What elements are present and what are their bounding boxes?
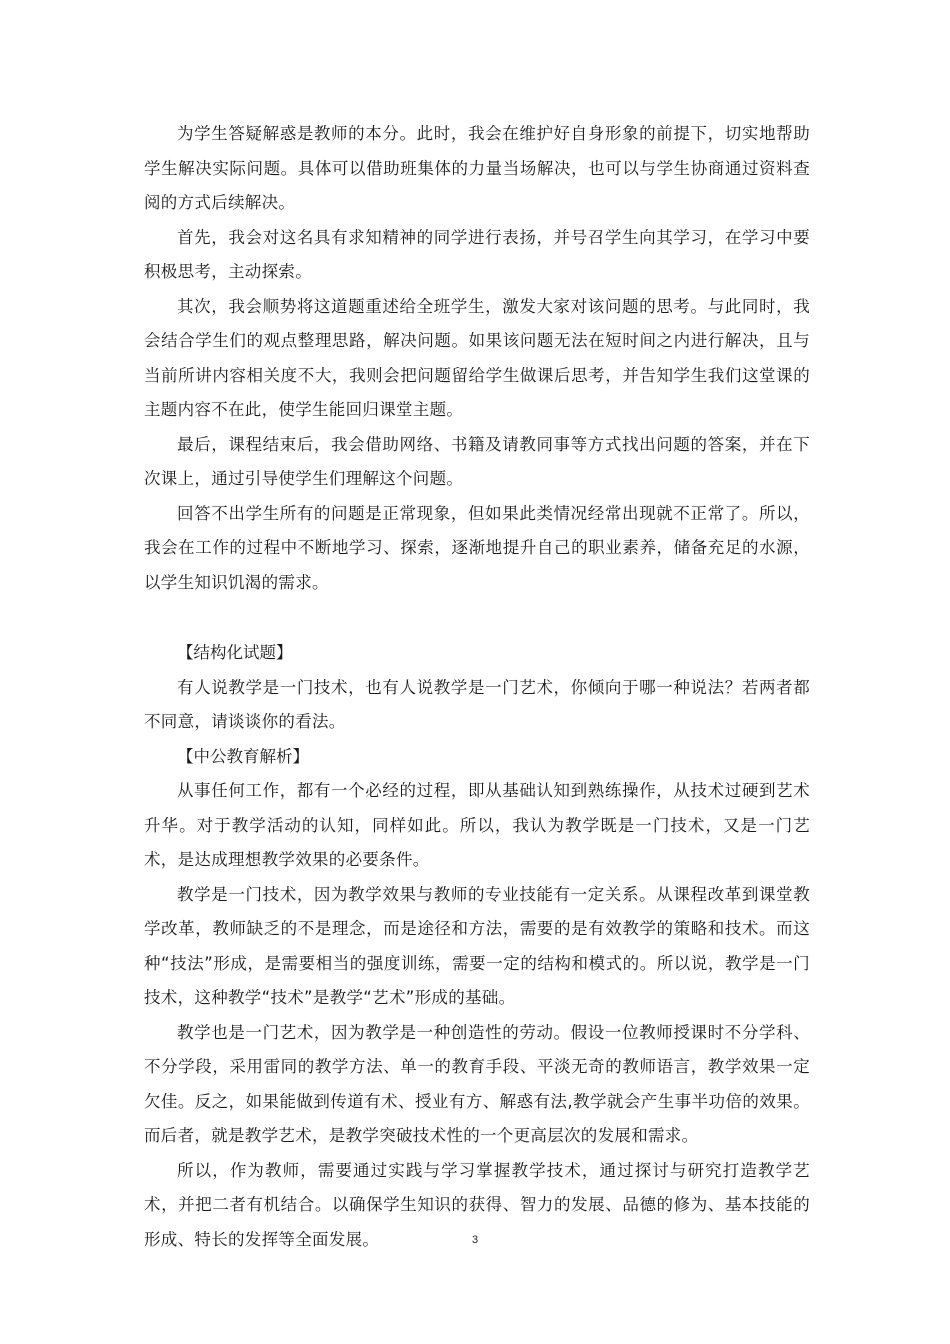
paragraph: 从事任何工作，都有一个必经的过程，即从基础认知到熟练操作，从技术过硬到艺术升华。对于教学活动的认知，同样如此。所以，我认为教学既是一门技术，又是一门艺术，是达成理想教学效果的必要条件。 [144,781,810,869]
paragraph: 首先，我会对这名具有求知精神的同学进行表扬，并号召学生向其学习，在学习中要积极思考，主动探索。 [144,227,810,281]
question-text: 有人说教学是一门技术，也有人说教学是一门艺术，你倾向于哪一种说法？若两者都不同意，请谈谈你的看法。 [144,677,810,731]
section-gap [144,600,810,636]
paragraph: 为学生答疑解惑是教师的本分。此时，我会在维护好自身形象的前提下，切实地帮助学生解决实际问题。具体可以借助班集体的力量当场解决，也可以与学生协商通过资料查阅的方式后续解决。 [144,124,810,212]
analysis-heading: 【中公教育解析】 [177,746,309,766]
paragraph: 其次，我会顺势将这道题重述给全班学生，激发大家对该问题的思考。与此同时，我会结合学生们的观点整理思路，解决问题。如果该问题无法在短时间之内进行解决，且与当前所讲内容相关度不大，我则会把问题留给学生做课后思考，并告知学生我们这堂课的主题内容不在此，使学生能回归课堂主题。 [144,296,810,419]
paragraph: 回答不出学生所有的问题是正常现象，但如果此类情况经常出现就不正常了。所以，我会在工作的过程中不断地学习、探索，逐渐地提升自己的职业素养，储备充足的水源，以学生知识饥渴的需求。 [144,503,810,592]
paragraph: 最后，课程结束后，我会借助网络、书籍及请教同事等方式找出问题的答案，并在下次课上，通过引导使学生们理解这个问题。 [144,434,810,488]
page-number: 3 [471,1234,479,1246]
paragraph: 教学也是一门艺术，因为教学是一种创造性的劳动。假设一位教师授课时不分学科、不分学段，采用雷同的教学方法、单一的教育手段、平淡无奇的教师语言，教学效果一定欠佳。反之，如果能做到传道有术、授业有方、解惑有法,教学就会产生事半功倍的效果。而后者，就是教学艺术，是教学突破技术性的一个更高层次的发展和需求。 [144,1022,810,1145]
paragraph: 所以，作为教师，需要通过实践与学习掌握教学技术，通过探讨与研究打造教学艺术，并把二者有机结合。以确保学生知识的获得、智力的发展、品德的修为、基本技能的形成、特长的发挥等全面发展。 [144,1160,810,1249]
question-heading: 【结构化试题】 [177,643,293,662]
document-body [144,117,810,1257]
paragraph: 教学是一门技术，因为教学效果与教师的专业技能有一定关系。从课程改革到课堂教学改革，教师缺乏的不是理念，而是途径和方法，需要的是有效教学的策略和技术。而这种“技法”形成，是需要相当的强度训练，需要一定的结构和模式的。所以说，教学是一门技术，这种教学“技术”是教学“艺术”形成的基础。 [144,884,810,1007]
